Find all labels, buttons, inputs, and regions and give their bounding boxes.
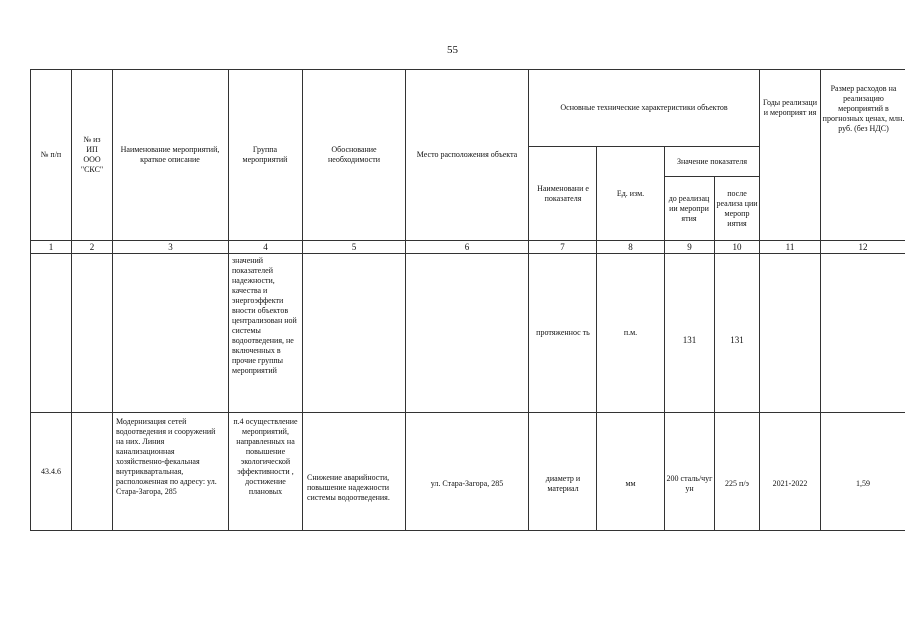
col-number-2: 2 <box>89 242 95 252</box>
header-location: Место расположения объекта <box>416 150 518 159</box>
col-number-5: 5 <box>351 242 357 252</box>
col-number-3: 3 <box>168 242 173 252</box>
header-unit: Ед. изм. <box>616 188 645 198</box>
row2-name: Модернизация сетей водоотведения и сооружений на них. Линия канализационная хозяйственно-фекальная внутриквартальная, расположенная по адресу: ул. Стара-Загора, 285 <box>116 417 217 496</box>
row2-before: 200 сталь/чуг ун <box>666 474 713 493</box>
header-indicator-value: Значение показателя <box>676 156 748 166</box>
header-before: до реализац ии меропри ятия <box>668 193 710 223</box>
row1-unit: п.м. <box>623 328 638 337</box>
header-cost: Размер расходов на реализацию мероприятий в прогнозных ценах, млн. руб. (без НДС) <box>822 84 905 133</box>
header-num: № п/п <box>40 150 62 159</box>
row2-location: ул. Стара-Загора, 285 <box>430 479 504 488</box>
header-justification: Обоснование необходимости <box>327 145 380 164</box>
row2-indicator: диаметр и материал <box>545 474 581 493</box>
row1-before: 131 <box>682 335 697 345</box>
col-number-6: 6 <box>464 242 470 252</box>
header-name: Наименование мероприятий, краткое описание <box>120 145 220 164</box>
row1-indicator: протяженнос ть <box>536 328 590 337</box>
col-number-11: 11 <box>785 242 795 252</box>
row1-group: значений показателей надежности, качества и энергоэффекти вности объектов централизован ной системы водоотведения, не включенных в прочие группы мероприятий <box>232 256 297 375</box>
page-number: 55 <box>447 44 458 56</box>
col-number-4: 4 <box>263 242 268 252</box>
header-ip-num: № из ИП ООО "СКС" <box>80 135 104 174</box>
col-number-7: 7 <box>560 242 565 252</box>
col-number-8: 8 <box>628 242 633 252</box>
header-group: Группа мероприятий <box>242 145 288 164</box>
col-number-10: 10 <box>732 242 742 252</box>
row2-group: п.4 осуществление мероприятий, направленных на повышение экологической эффективности , достижение плановых <box>233 417 298 496</box>
row2-years: 2021-2022 <box>772 479 808 488</box>
header-indicator-name: Наименовани е показателя <box>537 183 589 203</box>
header-after: после реализа ции меропр иятия <box>716 188 758 228</box>
row2-num: 43.4.6 <box>41 466 61 476</box>
header-years: Годы реализаци и мероприят ия <box>763 98 817 117</box>
row2-unit: мм <box>625 479 636 488</box>
col-number-1: 1 <box>48 242 54 252</box>
col-number-9: 9 <box>687 242 692 252</box>
col-number-12: 12 <box>858 242 868 252</box>
row2-after: 225 п/э <box>725 479 749 488</box>
row1-after: 131 <box>730 335 744 345</box>
row2-justification: Снижение аварийности, повышение надежности системы водоотведения. <box>307 473 390 502</box>
header-tech-characteristics: Основные технические характеристики объектов <box>560 103 728 112</box>
row2-cost: 1,59 <box>856 479 870 488</box>
